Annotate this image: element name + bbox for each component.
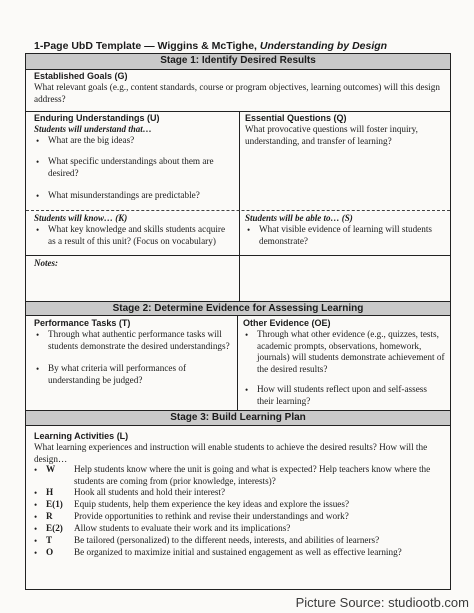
learning-activity-text: Be organized to maximize initial and sustained engagement as well as effective learning? (74, 547, 402, 557)
evaluate-letter: E(2) (46, 523, 63, 533)
document-title (34, 40, 387, 52)
where-letter: W (46, 464, 56, 474)
bullet-icon: • (36, 225, 40, 235)
dashed-divider (26, 210, 450, 211)
stage2-header: Stage 2: Determine Evidence for Assessing Learning (26, 301, 450, 316)
performance-task-item: Through what authentic performance tasks will students demonstrate the desired understandings? (48, 329, 230, 351)
other-evidence-heading: Other Evidence (OE) (243, 318, 331, 328)
divider (26, 255, 450, 256)
column-divider (239, 111, 240, 312)
rethink-letter: R (46, 511, 53, 521)
eu-subheading: Students will understand that… (34, 124, 152, 134)
established-goals-heading: Established Goals (G) (34, 71, 128, 81)
picture-source-caption: Picture Source: studiootb.com (295, 595, 469, 610)
hook-letter: H (46, 487, 54, 497)
ubd-template-frame (25, 53, 451, 590)
bullet-icon: • (247, 225, 251, 235)
students-able-heading: Students will be able to… (S) (245, 213, 353, 223)
bullet-icon: • (34, 524, 38, 534)
students-able-item: What visible evidence of learning will students demonstrate? (259, 224, 432, 246)
stage3-header: Stage 3: Build Learning Plan (26, 410, 450, 426)
learning-activity-text: Equip students, help them experience the key ideas and explore the issues? (74, 499, 350, 509)
eu-item: What misunderstandings are predictable? (48, 190, 200, 200)
other-evidence-item: How will students reflect upon and self-assess their learning? (257, 384, 427, 406)
bullet-icon: • (36, 157, 40, 167)
learning-activity-text: Provide opportunities to rethink and revise their understandings and work? (74, 511, 349, 521)
other-evidence-item: Through what other evidence (e.g., quizzes, tests, academic prompts, observations, homework, journals) will students demonstrate achievement of the desired results? (257, 329, 445, 374)
notes-label: Notes: (34, 258, 58, 268)
enduring-understandings-heading: Enduring Understandings (U) (34, 113, 160, 123)
bullet-icon: • (36, 364, 40, 374)
eu-item: What specific understandings about them are desired? (48, 156, 214, 178)
performance-tasks-heading: Performance Tasks (T) (34, 318, 131, 328)
bullet-icon: • (34, 512, 38, 522)
bullet-icon: • (36, 136, 40, 146)
learning-activities-intro: What learning experiences and instruction will enable students to achieve the desired results? How will the design… (34, 442, 428, 464)
bullet-icon: • (245, 385, 249, 395)
bullet-icon: • (34, 536, 38, 546)
learning-activity-text: Be tailored (personalized) to the different needs, interests, and abilities of learners? (74, 535, 380, 545)
bullet-icon: • (36, 330, 40, 340)
essential-questions-text: What provocative questions will foster inquiry, understanding, and transfer of learning? (245, 124, 418, 146)
stage1-header: Stage 1: Identify Desired Results (26, 54, 450, 70)
learning-activity-text: Help students know where the unit is going and what is expected? Help teachers know where the students are coming from (prior knowledge, interests)? (74, 464, 431, 486)
eu-item: What are the big ideas? (48, 135, 135, 145)
bullet-icon: • (34, 548, 38, 558)
bullet-icon: • (34, 500, 38, 510)
essential-questions-heading: Essential Questions (Q) (245, 113, 347, 123)
learning-activity-text: Hook all students and hold their interest? (74, 487, 226, 497)
tailored-letter: T (46, 535, 53, 545)
performance-task-item: By what criteria will performances of understanding be judged? (48, 363, 187, 385)
learning-activity-text: Allow students to evaluate their work and its implications? (74, 523, 291, 533)
bullet-icon: • (34, 465, 38, 475)
bullet-icon: • (36, 191, 40, 201)
divider (26, 111, 450, 112)
students-know-item: What key knowledge and skills students acquire as a result of this unit? (Focus on vocabulary) (48, 224, 226, 246)
established-goals-text: What relevant goals (e.g., content standards, course or program objectives, learning outcomes) will this design address? (34, 82, 440, 104)
bullet-icon: • (245, 330, 249, 340)
equip-letter: E(1) (46, 499, 63, 509)
learning-activities-heading: Learning Activities (L) (34, 431, 129, 441)
organized-letter: O (46, 547, 54, 557)
students-know-heading: Students will know… (K) (34, 213, 128, 223)
title-plain: 1-Page UbD Template — Wiggins & McTighe, (34, 40, 260, 52)
column-divider (237, 316, 238, 410)
bullet-icon: • (34, 488, 38, 498)
title-italic: Understanding by Design (259, 40, 388, 52)
